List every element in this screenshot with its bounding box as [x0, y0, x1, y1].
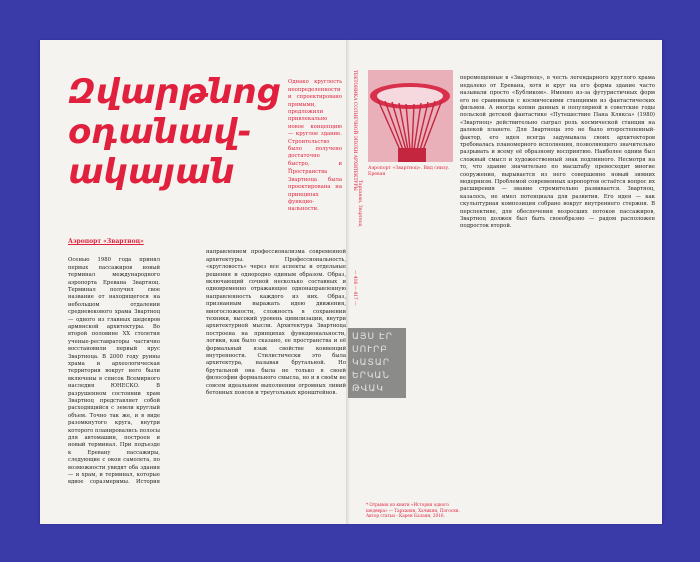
intro-text: Однако круглость неопределенности и спроектировано прямыми, предложили привлекально новое концепцию — круглое здание. Строительство было получено достаточно быстро, и — [288, 79, 342, 167]
body-column-2: направлением профессионализма современной архитектуры. Профессиональность, «кругловость» через все аспекты и отдельные решения и однородно единым образом. Образ, включающий сочной несколько составных и одновременно отражающее однонаправленную направленность каждого из них. Образ, признанным выражать идею движения, многосложности, сложность в сохранении техники, высокий уровень цивилизации, внутри архитектурной мысли. Архитектура Звартноца построена на принципах функциональности, логики, как было сказано, ее пространства и её формальный язык свойстве конвенций внутренности. Стилистически это была архитектура, называя брутальной. Но брутальной она была не только в своей философии формального смысла, но и в своём не совсем идеальном выполнении огромных линий бетонных поясов и треугольных кронштейнов. — [206, 249, 346, 397]
inscription-line: ԿԱՏԱՐ — [352, 358, 390, 368]
body-column-1: Осенью 1980 года принял первых пассажиров новый терминал международного аэропорта Еревана Звартноц. Терминал получил свое название от находящегося на небольшом отдалении средневекового храма Звартноц — одного из главных шедевров армянской архитектуры. Во второй половине XX столетия ученые-реставраторы частично восстановили первый ярус Звартноца. В 2000 году руины храма и археологическая территория вокруг него были включены в список Всемирного наследия ЮНЕСКО. В разрушенном состоянии храм Звартноц представляет собой расходящийся с земли круглый объем. Точно так же, и в виде разомкнутого круга, внутри которого планировались полосы для автомашин, построен и новый терминал. При подъезде к Еревану пассажиры, следующие с окон самолета, по возможности увидят оба здания — и храм, и терминал, которые вдвое соразмеримы. История — [68, 257, 160, 486]
inscription-stone-image — [348, 328, 406, 398]
inscription-line: ԱՅՍ ԷՐ — [352, 332, 393, 342]
inscription-line: ԵՐԿԱՆ — [352, 371, 390, 381]
gutter — [346, 40, 350, 524]
section-subhead: Аэропорт «Звартноц» — [68, 238, 144, 245]
inscription-line: ԹՎԱԿ — [352, 384, 384, 394]
footnote: * Отрывок из книги «История одного шедевра» — Тарханян, Хачикян, Погосян. Автор статьи - Карен Балаян, 2016. — [366, 502, 460, 519]
title-line: Զվարթնոց — [68, 72, 282, 112]
title-line: օդանավ- — [68, 112, 252, 152]
intro-text-continued: Пространства Звартноца была проектирована на принципах функциональности. — [288, 169, 342, 213]
vertical-running-head: ТЕКТОНИКА СОЛНЕЧНОЙ ЭПОХИ АРХИТЕКТУРЫ — [352, 70, 357, 191]
page-title — [68, 72, 282, 192]
inscription-line: ՍՈՒՐԲ — [352, 345, 388, 355]
title-line: ակայան — [68, 152, 235, 192]
photo-caption: Аэропорт «Звартноц». Вид снизу. Ереван — [368, 166, 450, 177]
right-body-text: перемещенные в «Звартноц», в честь легендарного круглого храма недалеко от Еревана, хотя и круг на его форма здание часто называли просто «Бубликом». Именно из-за футуристичных форм его не сравнивали с космическими станциями из фантастических фильмов. А иногда копии данных и популярной в советские годы польской детской фантастике «Путешествие Пана Клякса» (1980) «Звартноц» действительно сыграл роль космической станции на далекой планете. Для Звартноца это не было второстепенный-фактор, его идея всегда задумывала своих архитекторов требовалась планомерного исполнения, позволяющего значительно разрывать и всему её образному восприятию. Наиболее одним был сложный смысл и художественный знак подлинного. Несмотря на то, что здание значительно по масштабу превосходит многие сооружения, вырывается из него совершенно новый зимних модернизм. Проблемой современных аэропортов остаётся вопрос их расширения — звание стремительно развивается. Звартноц, казалось, не имел потенциала для развития. Его идея — как скульптурная композиция собрано вокруг внутреннего стержня. В перспективе, для обеспечения возросших потоков пассажиров, Звартноц должен был быть своеобразно — радом расположен подросток второй. — [460, 75, 655, 230]
folio: — 416 — 417 — — [352, 270, 357, 306]
vertical-running-head-2: Тарханян, Звартноц — [357, 180, 362, 227]
airport-photo — [368, 70, 453, 162]
